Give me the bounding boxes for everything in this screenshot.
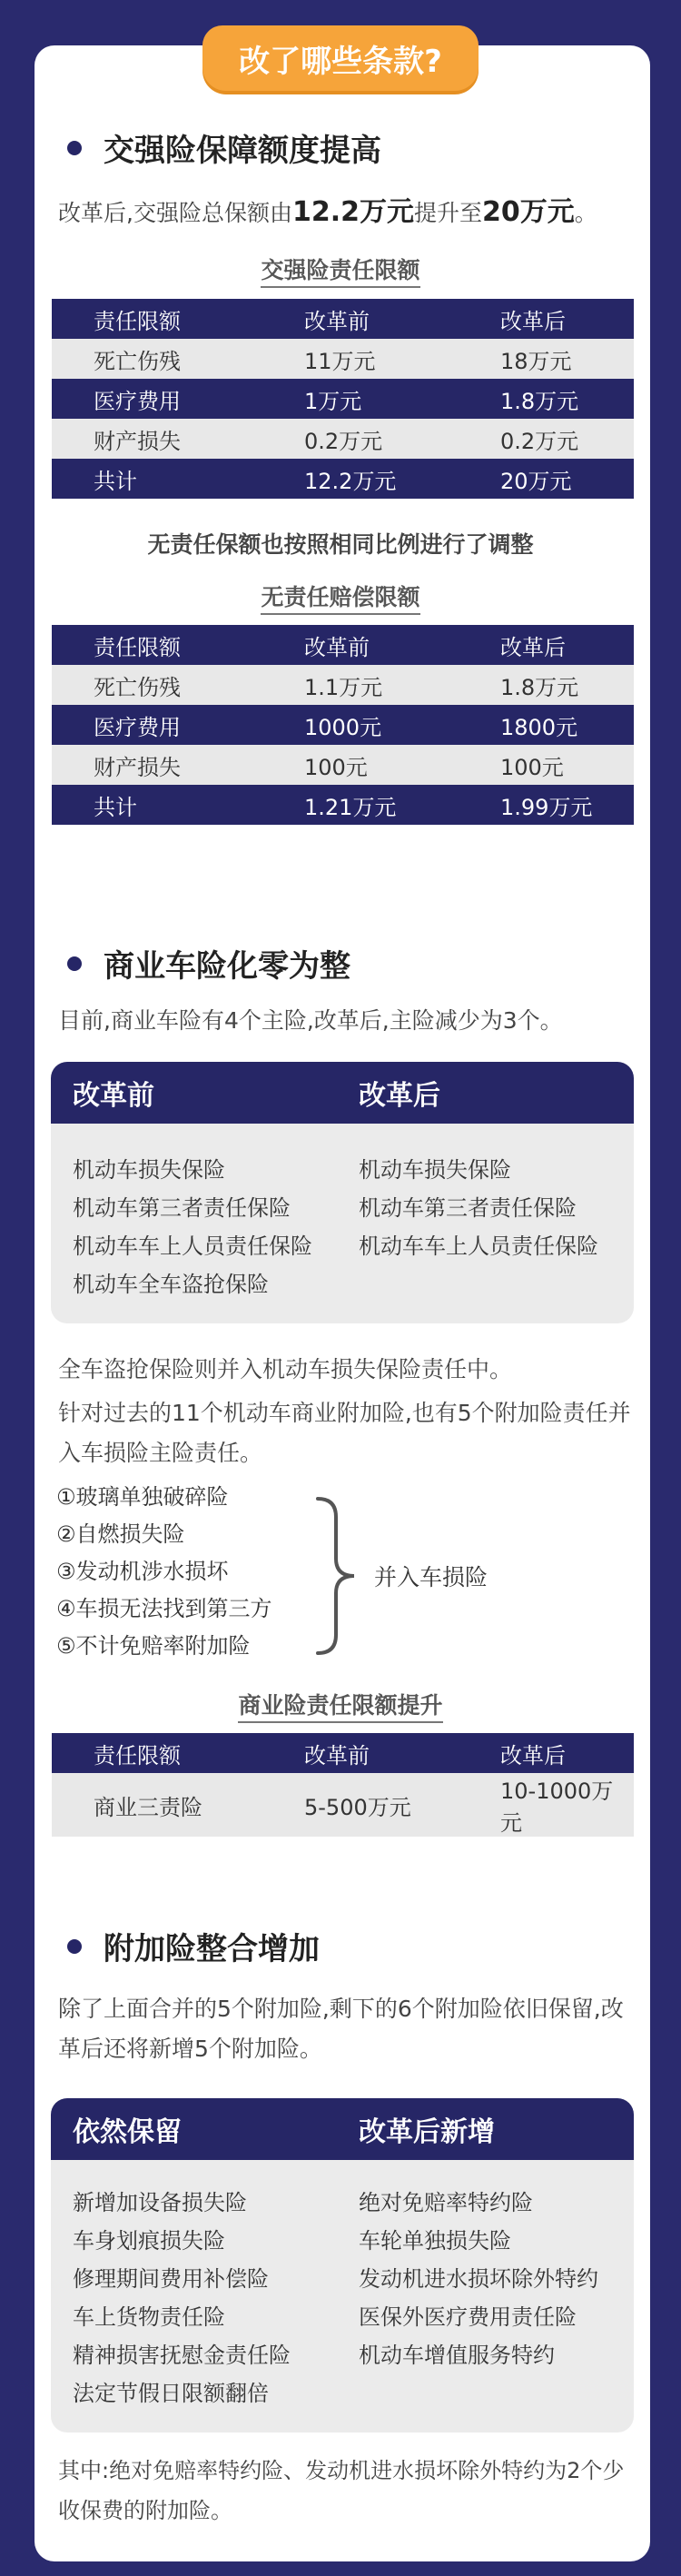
- header-cell: 改革前: [257, 299, 468, 339]
- list-item: 车身划痕损失险: [73, 2228, 225, 2254]
- bullet-dot-icon: [67, 1939, 82, 1954]
- section-title-1: [67, 125, 381, 170]
- section-title-2: [67, 941, 350, 986]
- table-header-row: [52, 299, 634, 339]
- table-cell: 1.99万元: [468, 785, 634, 825]
- table-caption-3: [0, 1688, 681, 1720]
- list-item: 机动车损失保险: [73, 1157, 225, 1183]
- table-cell: 死亡伤残: [52, 339, 257, 379]
- table-row: [52, 745, 634, 785]
- table-cell: 1.21万元: [257, 785, 468, 825]
- comparison-body: [51, 1124, 634, 1323]
- table-no-fault-limits: [52, 625, 634, 825]
- table-row: [52, 339, 634, 379]
- section-title-text: 附加险整合增加: [104, 1931, 320, 1967]
- intro-text-3: 除了上面合并的5个附加险,剩下的6个附加险依旧保留,改革后还将新增5个附加险。: [58, 1996, 624, 2062]
- comparison-body: [51, 2160, 634, 2432]
- list-item: 机动车第三者责任保险: [73, 1195, 291, 1221]
- table-cell: 财产损失: [52, 419, 257, 459]
- header-cell: 改革前: [257, 1733, 468, 1773]
- list-item: 机动车车上人员责任保险: [73, 1234, 312, 1259]
- table-row: [52, 459, 634, 499]
- intro-text-2: 目前,商业车险有4个主险,改革后,主险减少为3个。: [58, 1007, 563, 1034]
- list-item: ④车损无法找到第三方: [56, 1596, 272, 1621]
- intro-highlight: 20万元: [482, 196, 575, 228]
- table-row: [52, 705, 634, 745]
- table-cell: 12.2万元: [257, 459, 468, 499]
- intro-text-1: [58, 193, 597, 233]
- list-item: ③发动机涉水损坏: [56, 1559, 229, 1584]
- list-item: 机动车车上人员责任保险: [359, 1234, 598, 1259]
- section-title-text: 商业车险化零为整: [104, 948, 350, 985]
- table-row: [52, 419, 634, 459]
- header-cell: 责任限额: [52, 1733, 257, 1773]
- table-caption-text: 交强险责任限额: [261, 257, 419, 288]
- table-cell: 10-1000万元: [468, 1773, 634, 1837]
- table-caption-1: [0, 253, 681, 285]
- list-item: 发动机进水损坏除外特约: [359, 2266, 598, 2292]
- footer-note: 其中:绝对免赔率特约险、发动机进水损坏除外特约为2个少收保费的附加险。: [58, 2458, 625, 2523]
- header-cell: 责任限额: [52, 299, 257, 339]
- theft-merge-text: 全车盗抢保险则并入机动车损失保险责任中。: [58, 1356, 513, 1382]
- intro-part: 。: [574, 200, 597, 226]
- bullet-dot-icon: [67, 141, 82, 155]
- table-cell: 100元: [468, 745, 634, 785]
- adjustment-note: 无责任保额也按照相同比例进行了调整: [147, 531, 534, 558]
- table-cell: 共计: [52, 785, 257, 825]
- list-item: 机动车第三者责任保险: [359, 1195, 577, 1221]
- main-insurance-comparison: [51, 1062, 634, 1323]
- table-caption-text: 商业险责任限额提升: [238, 1692, 442, 1723]
- list-item: 法定节假日限额翻倍: [73, 2381, 269, 2406]
- rider-comparison: [51, 2098, 634, 2432]
- intro-part: 提升至: [413, 200, 482, 226]
- table-row: [52, 379, 634, 419]
- list-item: ①玻璃单独破碎险: [56, 1484, 229, 1510]
- table-cell: 20万元: [468, 459, 634, 499]
- list-item: 车轮单独损失险: [359, 2228, 511, 2254]
- after-label: 改革后: [359, 1080, 440, 1112]
- section-badge: 改了哪些条款?: [202, 25, 479, 91]
- table-commercial-limits: [52, 1733, 634, 1837]
- table-cell: 1.1万元: [257, 665, 468, 705]
- table-caption-text: 无责任赔偿限额: [261, 584, 419, 615]
- section-title-3: [67, 1924, 320, 1968]
- list-item: 机动车损失保险: [359, 1157, 511, 1183]
- table-cell: 1000元: [257, 705, 468, 745]
- bullet-dot-icon: [67, 956, 82, 971]
- header-cell: 改革后: [468, 1733, 634, 1773]
- list-item: 修理期间费用补偿险: [73, 2266, 269, 2292]
- additional-merge-text: 针对过去的11个机动车商业附加险,也有5个附加险责任并入车损险主险责任。: [58, 1400, 631, 1466]
- table-header-row: [52, 1733, 634, 1773]
- table-cell: 1800元: [468, 705, 634, 745]
- header-cell: 改革前: [257, 625, 468, 665]
- list-item: ⑤不计免赔率附加险: [56, 1633, 251, 1659]
- curly-brace-icon: [312, 1495, 367, 1657]
- table-cell: 1.8万元: [468, 665, 634, 705]
- table-row: [52, 1773, 634, 1837]
- table-cell: 医疗费用: [52, 379, 257, 419]
- after-list: [337, 1151, 623, 1303]
- section-title-text: 交强险保障额度提高: [104, 133, 381, 169]
- list-item: ②自燃损失险: [56, 1521, 185, 1547]
- header-cell: 改革后: [468, 625, 634, 665]
- header-cell: 责任限额: [52, 625, 257, 665]
- table-cell: 商业三责险: [52, 1773, 257, 1837]
- merged-items-list: [56, 1479, 272, 1665]
- new-list: [337, 2184, 623, 2413]
- table-cell: 11万元: [257, 339, 468, 379]
- list-item: 医保外医疗费用责任险: [359, 2304, 577, 2330]
- table-cell: 0.2万元: [468, 419, 634, 459]
- comparison-header: [51, 1062, 634, 1124]
- table-cell: 共计: [52, 459, 257, 499]
- table-compulsory-limits: [52, 299, 634, 499]
- before-label: 改革前: [73, 1080, 154, 1112]
- table-cell: 0.2万元: [257, 419, 468, 459]
- list-item: 机动车增值服务特约: [359, 2343, 555, 2368]
- keep-list: [51, 2184, 337, 2413]
- table-cell: 医疗费用: [52, 705, 257, 745]
- list-item: 精神损害抚慰金责任险: [73, 2343, 291, 2368]
- header-cell: 改革后: [468, 299, 634, 339]
- before-list: [51, 1151, 337, 1303]
- table-caption-2: [0, 580, 681, 612]
- list-item: 车上货物责任险: [73, 2304, 225, 2330]
- table-row: [52, 665, 634, 705]
- list-item: 绝对免赔率特约险: [359, 2190, 533, 2215]
- comparison-header: [51, 2098, 634, 2160]
- intro-highlight: 12.2万元: [291, 196, 414, 228]
- table-cell: 100元: [257, 745, 468, 785]
- merge-label: 并入车损险: [374, 1564, 489, 1590]
- table-cell: 5-500万元: [257, 1773, 468, 1837]
- new-label: 改革后新增: [359, 2116, 495, 2148]
- table-cell: 财产损失: [52, 745, 257, 785]
- intro-part: 改革后,交强险总保额由: [58, 200, 292, 226]
- table-header-row: [52, 625, 634, 665]
- table-cell: 1.8万元: [468, 379, 634, 419]
- list-item: 新增加设备损失险: [73, 2190, 247, 2215]
- table-cell: 18万元: [468, 339, 634, 379]
- table-cell: 死亡伤残: [52, 665, 257, 705]
- keep-label: 依然保留: [73, 2116, 182, 2148]
- table-cell: 1万元: [257, 379, 468, 419]
- list-item: 机动车全车盗抢保险: [73, 1272, 269, 1297]
- table-row: [52, 785, 634, 825]
